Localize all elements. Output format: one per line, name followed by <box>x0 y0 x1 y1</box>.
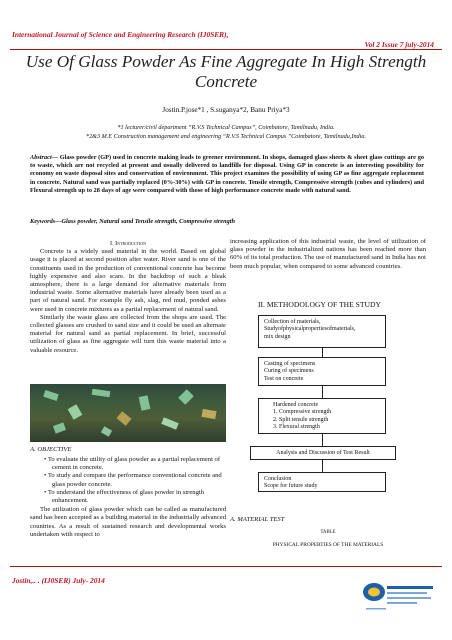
header-rule <box>10 49 442 50</box>
journal-logo-icon <box>360 578 438 616</box>
introduction-heading <box>30 240 226 248</box>
author-list: Jostin.P.jose*1 , S.suganya*2, Banu Priya*3 <box>162 106 290 114</box>
flow-box-casting: Casting of specimens Curing of specimens Test on concrete <box>258 357 386 386</box>
objective-bullet: • To study and compare the performance conventional concrete and glass powder concrete. <box>44 472 222 488</box>
intro-continued: increasing application of this industrial waste, the level of utilization of glass powder in the industrialized nations has been reached more than 60% of its total production. The use of manufactured sand in India has not been much popular, when compared to some advanced countries. <box>230 238 426 270</box>
affiliation-1: *1 lecturer/civil department “R.V.S Technical Campus”, Coimbatore, Tamilnadu, India. <box>117 124 335 131</box>
flow-connector <box>322 348 323 357</box>
flow-box-analysis: Analysis and Discussion of Test Result <box>250 446 396 460</box>
flow-box-hardened: Hardened concrete 1. Compressive strength 2. Split tensile strength 3. Flexural strength <box>258 398 386 434</box>
objective-heading: A. OBJECTIVE <box>30 446 72 453</box>
introduction-section <box>30 240 226 355</box>
introduction-heading-text: Introduction <box>115 240 147 247</box>
objective-bullet: • To evaluate the utility of glass powder as a partial replacement of cement in concrete. <box>44 456 221 472</box>
journal-name: International Journal of Science and Engineering Research (IJ0SER), <box>12 30 229 39</box>
methodology-heading: II. METHODOLOGY OF THE STUDY <box>258 300 381 309</box>
footer-rule <box>10 566 442 567</box>
table-caption: PHYSICAL PROPERTIES OF THE MATERIALS <box>272 542 384 548</box>
objective-bullet: • To understand the effectiveness of glass powder in strength enhancement. <box>44 488 205 505</box>
flow-box-conclusion: Conclusion Scope for future study <box>258 472 386 492</box>
keywords: Keywords—Glass powder, Natural sand Tensile strength, Compressive strength <box>30 218 235 225</box>
objective-section <box>30 456 226 539</box>
flow-connector <box>322 386 323 398</box>
introduction-heading-number: I. <box>109 240 114 247</box>
flow-connector <box>322 460 323 472</box>
volume-issue: Vol 2 Issue 7 july-2014 <box>364 40 434 49</box>
abstract-lead: Abstract— <box>30 154 58 161</box>
glass-shards-photo <box>30 384 226 442</box>
flow-connector <box>322 434 323 446</box>
abstract <box>30 154 424 195</box>
flow-box-materials: Collection of materials, Studyofphysicalpropertiesofmaterials, mix design <box>258 315 386 348</box>
objective-paragraph: The utilization of glass powder which can be called as manufactured sand has been accepted as a building material in the industrially advanced countries. As a result of sustained research and developmental works undertaken with respect to <box>30 506 226 538</box>
abstract-text: Glass powder (GP) used in concrete making leads to greener environment. In shops, damaged glass sheets & sheet glass cuttings are go to waste, which are not recycled at present and usually delivered to landfills for disposal. Using GP in concrete is an interesting possibility for economy on waste disposal sites and conservation of environment. This project examines the possibility of using GP as fine aggregate replacement in concrete. Natural sand was partially replaced (0%-30%) with GP in concrete. Tensile strength, Compressive strength (cubes and cylinders) and Flexural strength up to 28 days of age were compared with those of high performance concrete made with natural sand. <box>30 154 424 194</box>
material-test-heading: A. MATERIAL TEST <box>230 516 285 523</box>
footer-citation: Jostin,.. . (IJ0SER) July- 2014 <box>12 576 105 585</box>
introduction-paragraph-2: Similarly the waste glass are collected from the shops are used. The collected glasses are crushed to sand size and it could be used an alternate material for natural sand as partial replacement. In brief, successful utilization of glass as fine aggregate will turn this waste material into a valuable resource. <box>30 313 226 354</box>
affiliation-2: *2&3 M.E Construction management and engineering “R.V.S Technical Campus ”Coimbatore, Tamilnadu,India. <box>85 133 367 140</box>
introduction-paragraph-1: Concrete is a widely used material in the world. Based on global usage it is placed at second position after water. River sand is one of the constituents used in the production of conventional concrete has become highly expensive and also scare. In the backdrop of such a bleak atmosphere, there is a large demand for alternative materials from industrial waste. Some alternative materials have already been used as a part of natural sand. For example fly ash, slag, red mud, ponded ashes were used in concrete mixtures as a partial replacement of natural sand. <box>30 248 226 313</box>
paper-title: Use Of Glass Powder As Fine Aggregate In High Strength Concrete <box>25 52 427 91</box>
table-label: TABLE <box>320 530 336 535</box>
